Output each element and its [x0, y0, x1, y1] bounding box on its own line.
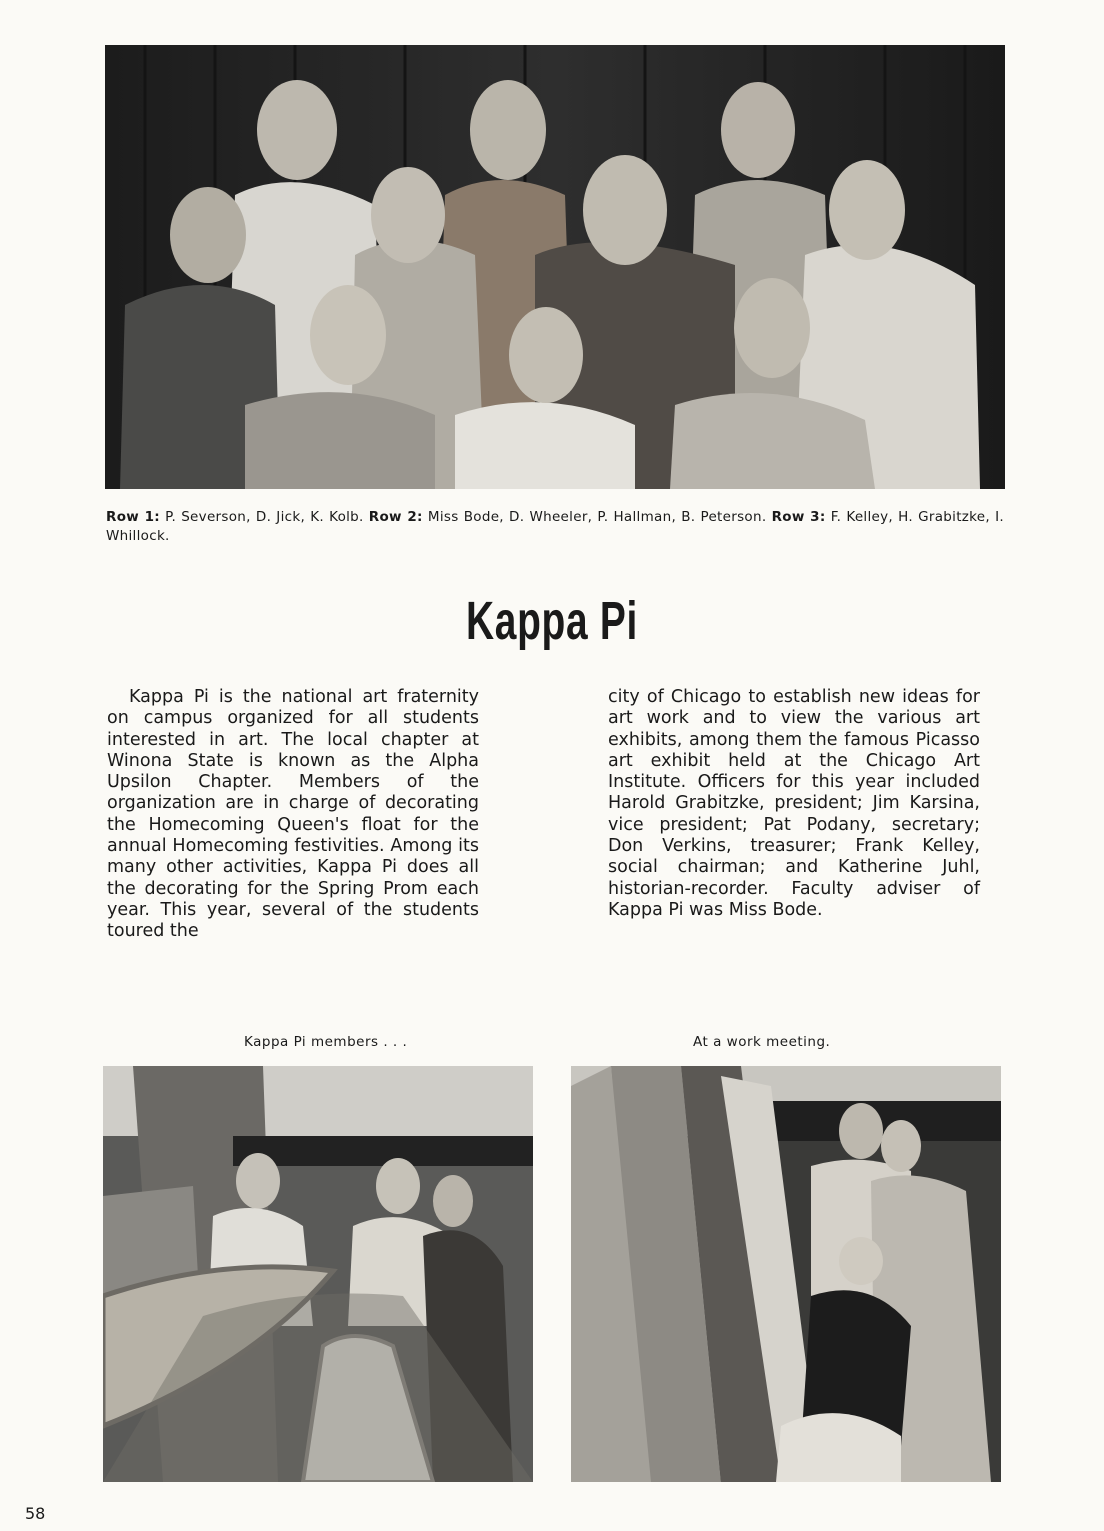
- row1-label: Row 1:: [106, 509, 160, 525]
- body-text-right-column: city of Chicago to establish new ideas for art work and to view the various art exhibits, among them the famous Picasso art exhibit held at the Chicago Art Institute. Officers for this year included Harold Grabitzke, president; Jim Karsina, vice president; Pat Podany, secretary; Don Verkins, treasurer; Frank Kelley, social chairman; and Katherine Juhl, historian-recorder. Faculty adviser of Kappa Pi was Miss Bode.: [608, 687, 980, 920]
- right-photo-caption: At a work meeting.: [693, 1034, 831, 1050]
- row2-names: Miss Bode, D. Wheeler, P. Hallman, B. Peterson.: [427, 509, 767, 525]
- page-number: 58: [25, 1504, 46, 1523]
- group-photo-caption: [106, 508, 1004, 546]
- members-float-photo: [103, 1066, 533, 1482]
- row3-names: F. Kelley, H. Grabitzke, I. Whillock.: [106, 509, 1005, 544]
- row1-names: P. Severson, D. Jick, K. Kolb.: [165, 509, 364, 525]
- page-title: Kappa Pi: [465, 591, 639, 651]
- row3-label: Row 3:: [771, 509, 826, 525]
- body-text-left-column: Kappa Pi is the national art fraternity on campus organized for all students interested in art. The local chapter at Winona State is known as the Alpha Upsilon Chapter. Members of the organization are in charge of decorating the Homecoming Queen's float for the annual Homecoming festivities. Among its many other activities, Kappa Pi does all the decorating for the Spring Prom each year. This year, several of the students toured the: [107, 687, 479, 942]
- left-photo-caption: Kappa Pi members . . .: [244, 1034, 408, 1050]
- group-photo: [105, 45, 1005, 489]
- row2-label: Row 2:: [368, 509, 423, 525]
- work-meeting-photo: [571, 1066, 1001, 1482]
